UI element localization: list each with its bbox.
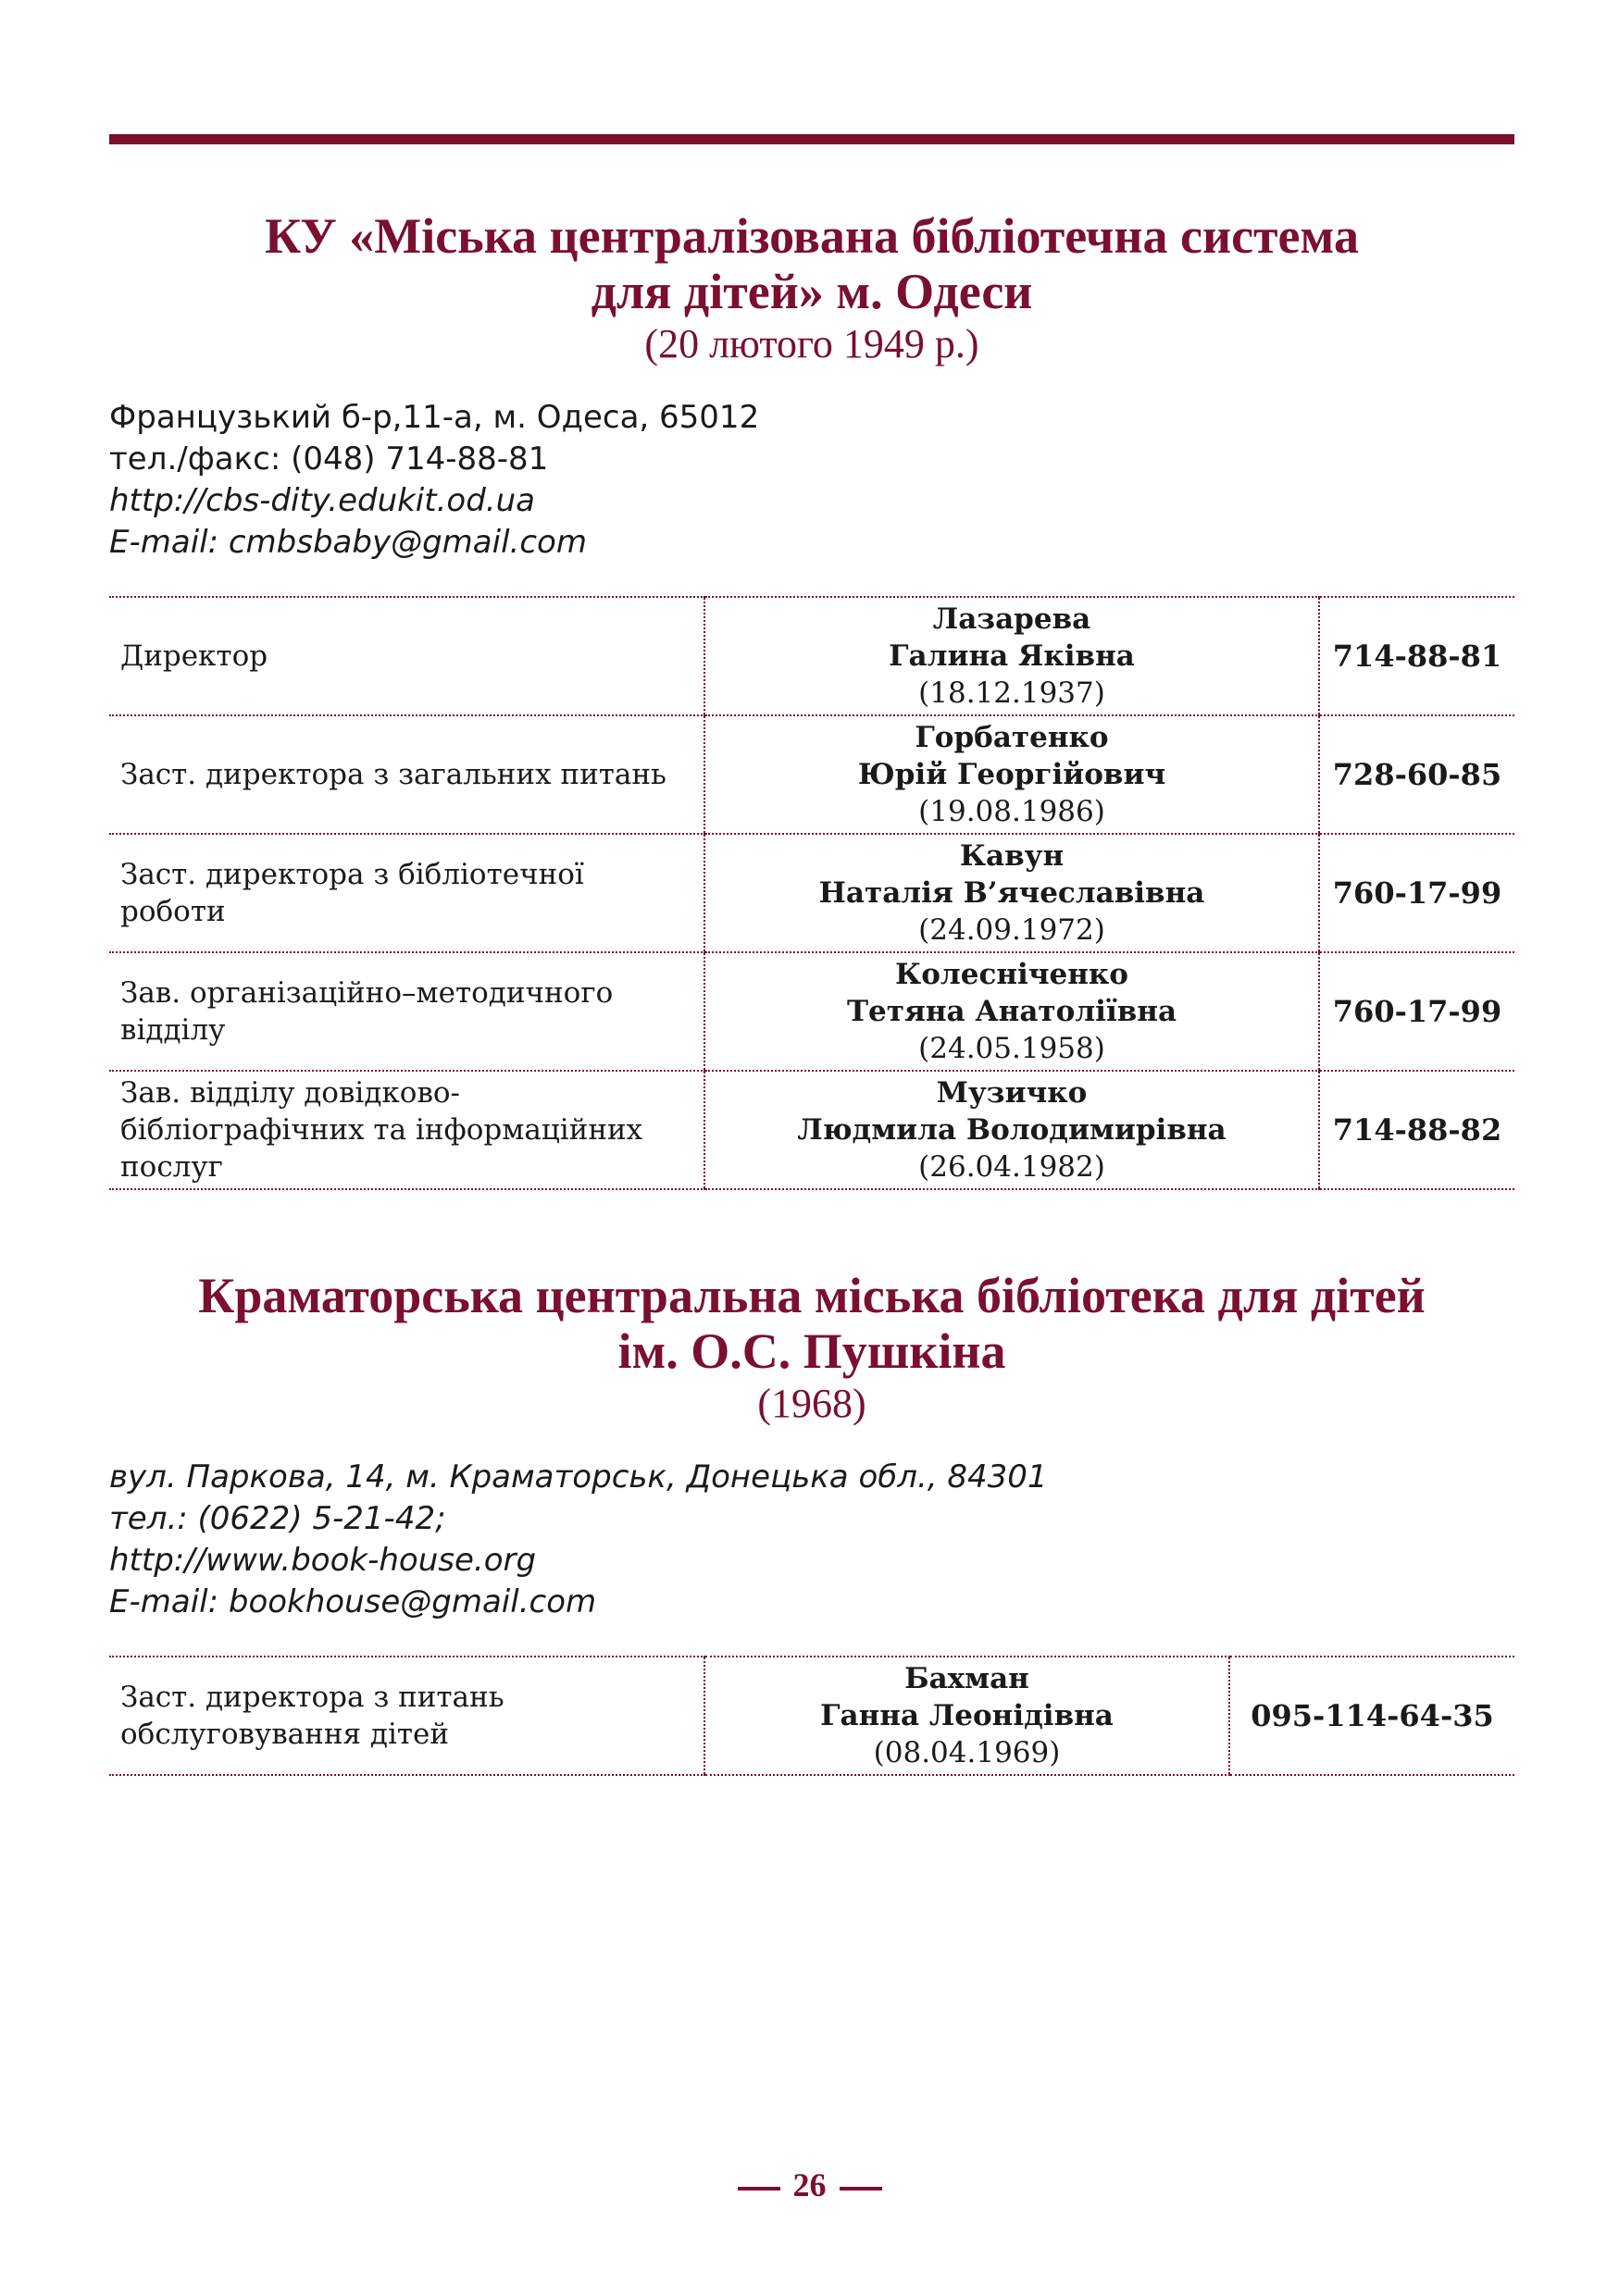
table-row: [109, 597, 1514, 715]
title-line-1: Краматорська центральна міська бібліотека для дітей: [198, 1268, 1426, 1323]
position-cell: Заст. директора з загальних питань: [109, 715, 704, 834]
title-line-2: ім. О.С. Пушкіна: [617, 1323, 1006, 1379]
section-odesa: [109, 208, 1514, 1190]
phone-fax: тел./факс: (048) 714-88-81: [109, 441, 549, 478]
given-name: Галина Яківна: [889, 639, 1135, 673]
birth-date: (18.12.1937): [918, 676, 1105, 710]
top-rule: [109, 134, 1514, 144]
phone-cell: 095-114-64-35: [1229, 1657, 1514, 1775]
phone-cell: 714-88-82: [1319, 1071, 1514, 1189]
phone: тел.: (0622) 5-21-42;: [109, 1500, 446, 1537]
page-number-text: 26: [792, 2166, 827, 2203]
phone-cell: 728-60-85: [1319, 715, 1514, 834]
birth-date: (08.04.1969): [873, 1736, 1061, 1769]
person-cell: [704, 952, 1319, 1071]
person-cell: [704, 597, 1319, 715]
given-name: Юрій Георгійович: [857, 758, 1166, 791]
email-link[interactable]: E-mail: cmbsbaby@gmail.com: [109, 524, 587, 561]
person-cell: [704, 1071, 1319, 1189]
staff-table: [109, 596, 1514, 1190]
section-kramatorsk: [109, 1268, 1514, 1776]
given-name: Тетяна Анатоліївна: [846, 995, 1177, 1028]
given-name: Людмила Володимирівна: [797, 1113, 1227, 1147]
title-line-2: для дітей» м. Одеси: [591, 264, 1033, 319]
phone-cell: 760-17-99: [1319, 952, 1514, 1071]
birth-date: (26.04.1982): [918, 1150, 1105, 1184]
dash-left: [738, 2187, 780, 2191]
given-name: Ганна Леонідівна: [820, 1699, 1114, 1732]
section-subtitle: (20 лютого 1949 р.): [644, 321, 979, 366]
position-cell: Зав. організаційно–методичного відділу: [109, 952, 704, 1071]
table-row: [109, 952, 1514, 1071]
table-row: [109, 715, 1514, 834]
phone-cell: 714-88-81: [1319, 597, 1514, 715]
website-link[interactable]: http://www.book-house.org: [109, 1542, 537, 1579]
surname: Лазарева: [932, 602, 1091, 636]
surname: Горбатенко: [915, 721, 1109, 754]
surname: Колесніченко: [895, 958, 1128, 991]
position-cell: Заст. директора з питань обслуговування дітей: [109, 1657, 704, 1775]
contact-block: [109, 397, 1514, 564]
email-link[interactable]: E-mail: bookhouse@gmail.com: [109, 1583, 597, 1620]
table-row: [109, 1657, 1514, 1775]
person-cell: [704, 834, 1319, 952]
surname: Бахман: [904, 1662, 1029, 1695]
address: Французький б-р,11-а, м. Одеса, 65012: [109, 399, 760, 436]
section-subtitle: (1968): [757, 1381, 866, 1426]
position-cell: Зав. відділу довідково-бібліографічних та інформаційних послуг: [109, 1071, 704, 1189]
birth-date: (24.09.1972): [918, 913, 1105, 947]
phone-cell: 760-17-99: [1319, 834, 1514, 952]
surname: Кавун: [959, 839, 1065, 873]
position-cell: Заст. директора з бібліотечної роботи: [109, 834, 704, 952]
surname: Музичко: [936, 1076, 1088, 1110]
person-cell: [704, 715, 1319, 834]
title-line-1: КУ «Міська централізована бібліотечна система: [265, 208, 1359, 264]
given-name: Наталія В’ячеславівна: [818, 876, 1205, 910]
staff-table: [109, 1656, 1514, 1776]
table-row: [109, 834, 1514, 952]
birth-date: (24.05.1958): [918, 1032, 1105, 1065]
dash-right: [840, 2187, 882, 2191]
contact-block: [109, 1457, 1514, 1623]
website-link[interactable]: http://cbs-dity.edukit.od.ua: [109, 482, 535, 519]
page-number: [0, 2166, 1619, 2204]
birth-date: (19.08.1986): [918, 795, 1105, 828]
person-cell: [704, 1657, 1229, 1775]
section-title: [109, 208, 1514, 319]
table-row: [109, 1071, 1514, 1189]
section-title: [109, 1268, 1514, 1379]
address: вул. Паркова, 14, м. Краматорськ, Донецька обл., 84301: [109, 1458, 1048, 1496]
position-cell: Директор: [109, 597, 704, 715]
